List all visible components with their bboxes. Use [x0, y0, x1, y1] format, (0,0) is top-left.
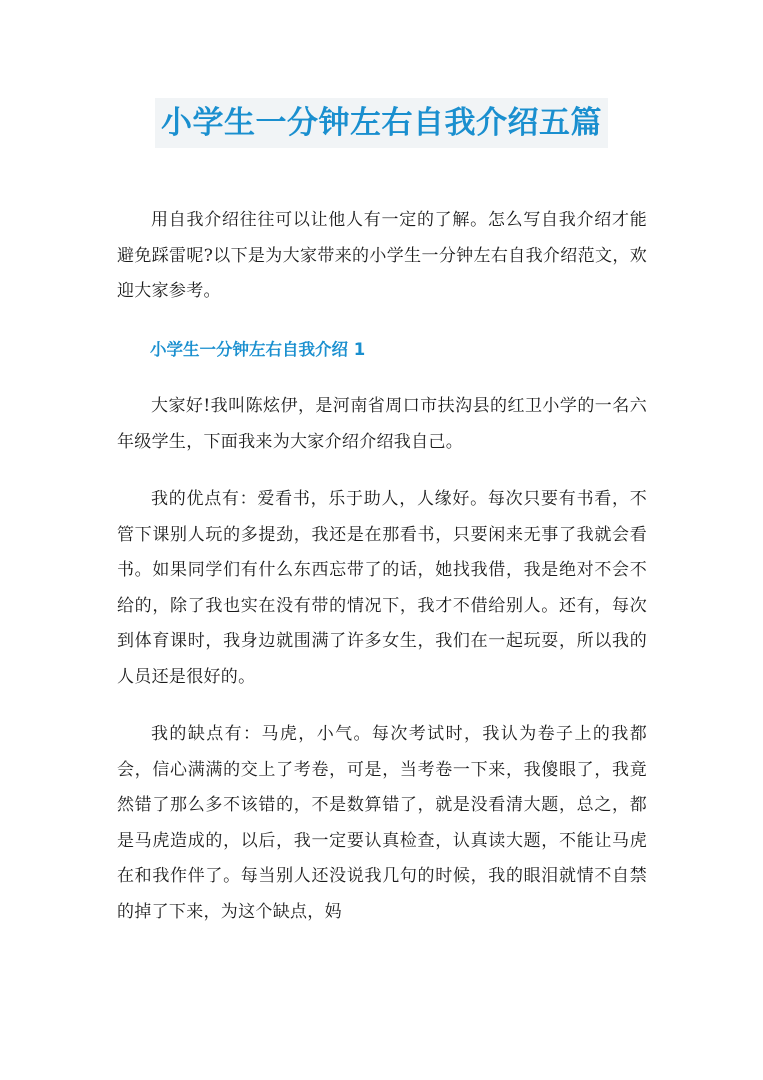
section-heading: 小学生一分钟左右自我介绍 1: [150, 339, 366, 359]
body-paragraph: 大家好!我叫陈炫伊，是河南省周口市扶沟县的红卫小学的一名六年级学生，下面我来为大家介绍介绍我自己。: [117, 396, 647, 452]
intro-paragraph: 用自我介绍往往可以让他人有一定的了解。怎么写自我介绍才能避免踩雷呢?以下是为大家带来的小学生一分钟左右自我介绍范文，欢迎大家参考。: [117, 210, 647, 301]
body-paragraph: 我的优点有：爱看书，乐于助人，人缘好。每次只要有书看，不管下课别人玩的多提劲，我还是在那看书，只要闲来无事了我就会看书。如果同学们有什么东西忘带了的话，她找我借，我是绝对不会不给的，除了我也实在没有带的情况下，我才不借给别人。还有，每次到体育课时，我身边就围满了许多女生，我们在一起玩耍，所以我的人员还是很好的。: [117, 489, 647, 687]
document-body: [117, 203, 647, 952]
title-area: [0, 98, 763, 148]
document-title: 小学生一分钟左右自我介绍五篇: [155, 98, 608, 148]
body-paragraph: 我的缺点有：马虎，小气。每次考试时，我认为卷子上的我都会，信心满满的交上了考卷，可是，当考卷一下来，我傻眼了，我竟然错了那么多不该错的，不是数算错了，就是没看清大题，总之，都是马虎造成的，以后，我一定要认真检查，认真读大题，不能让马虎在和我作伴了。每当别人还没说我几句的时候，我的眼泪就情不自禁的掉了下来，为这个缺点，妈: [117, 724, 647, 922]
